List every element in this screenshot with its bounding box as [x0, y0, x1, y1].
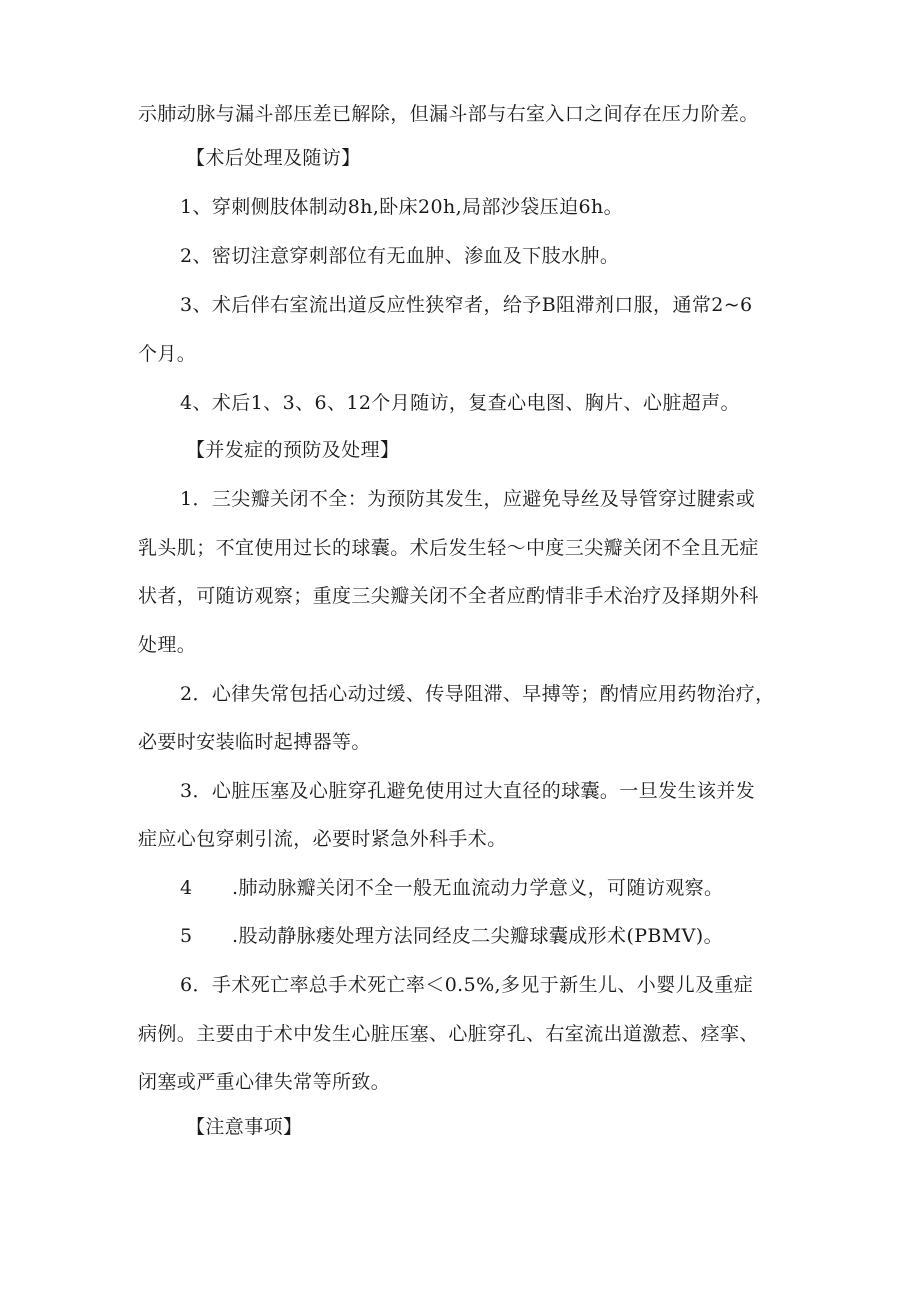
complication-5-number: 5 — [180, 925, 193, 947]
complication-3-line-1: 3．心脏压塞及心脏穿孔避免使用过大直径的球囊。一旦发生该并发 — [180, 780, 756, 802]
complication-5 — [180, 924, 723, 948]
complication-2-line-1: 2．心律失常包括心动过缓、传导阻滞、早搏等；酌情应用药物治疗， — [180, 683, 775, 705]
complication-4-number: 4 — [180, 877, 193, 899]
postop-item-2: 2、密切注意穿刺部位有无血肿、渗血及下肢水肿。 — [180, 245, 620, 267]
section-heading-notes: 【注意事项】 — [186, 1116, 303, 1138]
postop-item-4: 4、术后1、3、6、12个月随访，复查心电图、胸片、心脏超声。 — [180, 392, 740, 414]
complication-4 — [180, 876, 724, 900]
complication-6-line-3: 闭塞或严重心律失常等所致。 — [138, 1071, 391, 1093]
complication-3-line-2: 症应心包穿刺引流，必要时紧急外科手术。 — [138, 828, 507, 850]
complication-1-line-2: 乳头肌；不宜使用过长的球囊。术后发生轻～中度三尖瓣关闭不全且无症 — [138, 537, 759, 559]
postop-item-3-line-2: 个月。 — [138, 343, 197, 365]
postop-item-3-line-1: 3、术后伴右室流出道反应性狭窄者，给予B阻滞剂口服，通常2~6 — [180, 294, 753, 316]
complication-6-line-1: 6．手术死亡率总手术死亡率＜0.5%,多见于新生儿、小婴儿及重症 — [180, 974, 754, 996]
complication-1-line-1: 1．三尖瓣关闭不全：为预防其发生，应避免导丝及导管穿过腱索或 — [180, 488, 756, 510]
complication-1-line-4: 处理。 — [138, 634, 197, 656]
section-heading-complications: 【并发症的预防及处理】 — [186, 439, 400, 461]
paragraph-line: 示肺动脉与漏斗部压差已解除，但漏斗部与右室入口之间存在压力阶差。 — [138, 103, 759, 125]
complication-5-text: .股动静脉瘘处理方法同经皮二尖瓣球囊成形术(PBMV)。 — [232, 925, 723, 947]
complication-1-line-3: 状者，可随访观察；重度三尖瓣关闭不全者应酌情非手术治疗及择期外科 — [138, 585, 759, 607]
complication-4-text: .肺动脉瓣关闭不全一般无血流动力学意义，可随访观察。 — [232, 877, 724, 899]
postop-item-1: 1、穿刺侧肢体制动8h,卧床20h,局部沙袋压迫6h。 — [180, 196, 624, 218]
complication-2-line-2: 必要时安装临时起搏器等。 — [138, 731, 371, 753]
complication-6-line-2: 病例。主要由于术中发生心脏压塞、心脏穿孔、右室流出道激惹、痉挛、 — [138, 1023, 759, 1045]
section-heading-postop: 【术后处理及随访】 — [186, 147, 361, 169]
